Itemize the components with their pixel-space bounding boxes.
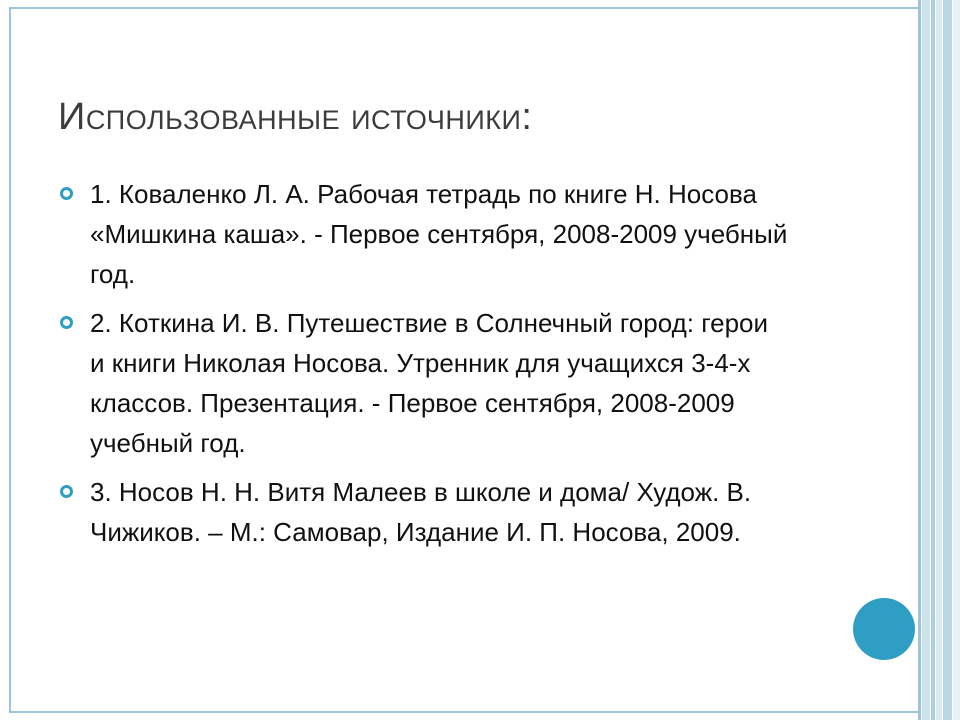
list-item: [58, 472, 788, 552]
decorative-stripe: [931, 0, 935, 720]
list-item-text: 1. Коваленко Л. А. Рабочая тетрадь по книге Н. Носова «Мишкина каша». - Первое сентября, 2008-2009 учебный год.: [90, 179, 788, 289]
sources-list: [58, 174, 788, 561]
frame-bottom-line: [9, 711, 920, 713]
list-item-text: 2. Коткина И. В. Путешествие в Солнечный город: герои и книги Николая Носова. Утренник для учащихся 3-4-х классов. Презентация. - Первое сентября, 2008-2009 учебный год.: [90, 308, 769, 458]
frame-top-line: [9, 7, 920, 9]
list-item: [58, 174, 788, 294]
ring-bullet-icon: [60, 187, 73, 200]
list-item: [58, 303, 788, 463]
frame-left-line: [9, 7, 11, 713]
decorative-stripe: [922, 0, 930, 720]
slide-title: Использованные источники:: [58, 96, 533, 138]
decorative-stripe: [943, 0, 952, 720]
decorative-stripe: [936, 0, 942, 720]
decorative-stripe: [953, 0, 960, 720]
ring-bullet-icon: [60, 485, 73, 498]
list-item-text: 3. Носов Н. Н. Витя Малеев в школе и дома/ Худож. В. Чижиков. – М.: Самовар, Издание И. П. Носова, 2009.: [90, 477, 752, 547]
ring-bullet-icon: [60, 316, 73, 329]
decorative-stripe: [918, 0, 921, 720]
decorative-circle: [853, 598, 915, 660]
